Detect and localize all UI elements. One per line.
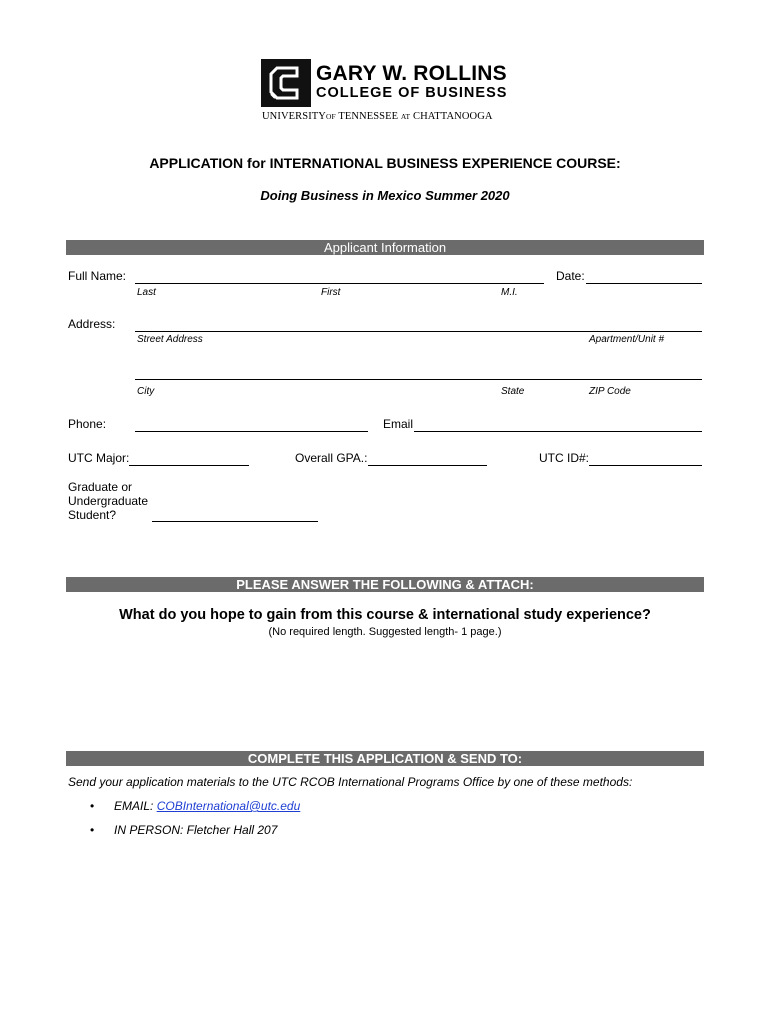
last-name-caption: Last [137,287,156,298]
bullet-icon: • [90,823,95,837]
section-applicant-header: Applicant Information [66,240,704,255]
zip-caption: ZIP Code [589,386,631,397]
gpa-label: Overall GPA.: [295,451,368,465]
street-address-caption: Street Address [137,334,203,345]
logo-college-name: GARY W. ROLLINS [316,62,507,85]
email-label: Email [383,417,414,431]
first-name-caption: First [321,287,341,298]
page-title: APPLICATION for INTERNATIONAL BUSINESS EXPERIENCE COURSE: [149,155,621,171]
section-answer-header: PLEASE ANSWER THE FOLLOWING & ATTACH: [66,577,704,592]
logo-mark [261,59,311,107]
major-field[interactable] [129,465,249,466]
major-label: UTC Major: [68,451,130,465]
utc-id-field[interactable] [589,465,702,466]
state-caption: State [501,386,525,397]
student-level-label-line2: Undergraduate [68,494,149,508]
email-field[interactable] [414,431,702,432]
page-subtitle: Doing Business in Mexico Summer 2020 [260,188,510,203]
c-logo-icon [261,59,311,107]
logo-college-subtitle: COLLEGE OF BUSINESS [316,85,508,101]
student-level-label-line1: Graduate or [68,480,133,494]
address-label: Address: [68,317,116,331]
middle-initial-caption: M.I. [501,287,518,298]
essay-question: What do you hope to gain from this course & international study experience? [119,607,651,623]
email-method-label: EMAIL: [114,799,157,813]
email-method [114,799,300,813]
send-instructions: Send your application materials to the UTC RCOB International Programs Office by one of these methods: [68,775,633,789]
utc-id-label: UTC ID#: [539,451,590,465]
gpa-field[interactable] [368,465,487,466]
apartment-caption: Apartment/Unit # [589,334,665,345]
section-complete-header: COMPLETE THIS APPLICATION & SEND TO: [66,751,704,766]
full-name-field[interactable] [135,283,544,284]
email-link[interactable]: COBInternational@utc.edu [156,799,301,813]
phone-label: Phone: [68,417,107,431]
student-level-label-line3: Student? [68,508,117,522]
city-state-zip-field[interactable] [135,379,702,380]
student-level-field[interactable] [152,521,318,522]
bullet-icon: • [90,799,95,813]
city-caption: City [137,386,155,397]
logo-university: UNIVERSITYOF TENNESSEE AT CHATTANOOGA [262,111,493,122]
date-field[interactable] [586,283,702,284]
date-label: Date: [556,269,585,283]
essay-length-note: (No required length. Suggested length- 1 page.) [268,626,502,638]
full-name-label: Full Name: [68,269,127,283]
street-address-field[interactable] [135,331,702,332]
phone-field[interactable] [135,431,368,432]
in-person-method: IN PERSON: Fletcher Hall 207 [114,823,278,837]
